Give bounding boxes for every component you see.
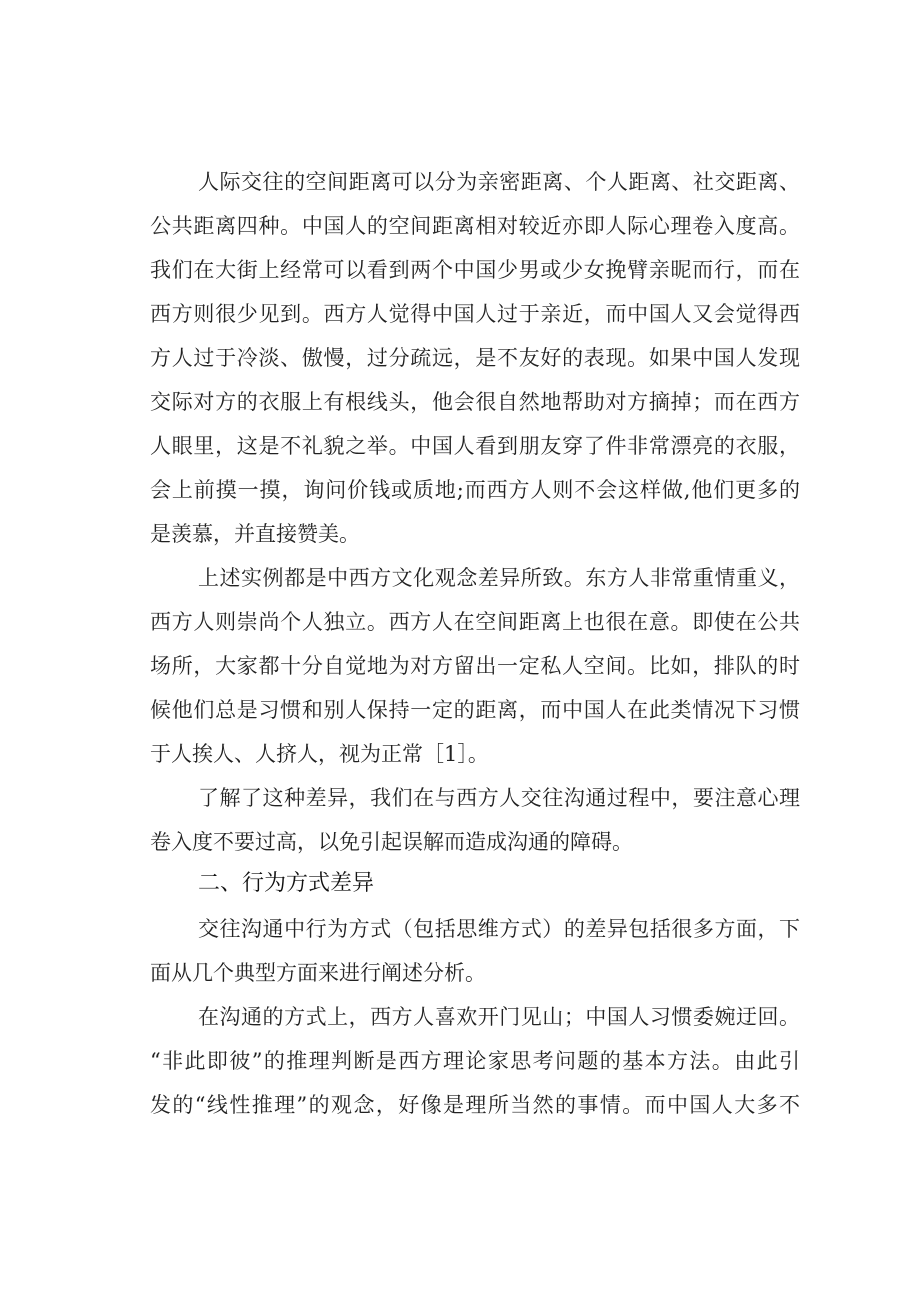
text-line: 人眼里，这是不礼貌之举。中国人看到朋友穿了件非常漂亮的衣服， (150, 434, 800, 458)
text-line: 了解了这种差异，我们在与西方人交往沟通过程中，要注意心理 (198, 786, 800, 810)
text-line: 方人过于冷淡、傲慢，过分疏远，是不友好的表现。如果中国人发现 (150, 346, 800, 370)
text-line: 西方则很少见到。西方人觉得中国人过于亲近，而中国人又会觉得西 (150, 302, 800, 326)
text-line: 交往沟通中行为方式（包括思维方式）的差异包括很多方面，下 (198, 917, 800, 941)
section-heading: 二、行为方式差异 (198, 871, 375, 896)
text-line: 我们在大街上经常可以看到两个中国少男或少女挽臂亲昵而行，而在 (150, 258, 800, 282)
text-line: 公共距离四种。中国人的空间距离相对较近亦即人际心理卷入度高。 (150, 214, 800, 238)
text-line: 上述实例都是中西方文化观念差异所致。东方人非常重情重义， (198, 566, 800, 590)
text-line: 会上前摸一摸，询问价钱或质地;而西方人则不会这样做,他们更多的 (150, 478, 800, 502)
text-line: 场所，大家都十分自觉地为对方留出一定私人空间。比如，排队的时 (150, 654, 800, 678)
text-line: 于人挨人、人挤人，视为正常［1］。 (150, 742, 489, 766)
text-line: 卷入度不要过高，以免引起误解而造成沟通的障碍。 (150, 830, 633, 854)
text-line: 在沟通的方式上，西方人喜欢开门见山；中国人习惯委婉迂回。 (198, 1005, 800, 1029)
text-line: 发的“线性推理”的观念，好像是理所当然的事情。而中国人大多不 (150, 1093, 800, 1117)
text-line: 人际交往的空间距离可以分为亲密距离、个人距离、社交距离、 (198, 170, 800, 194)
text-line: 交际对方的衣服上有根线头，他会很自然地帮助对方摘掉；而在西方 (150, 390, 800, 414)
text-line: 是羡慕，并直接赞美。 (150, 522, 360, 546)
text-line: 面从几个典型方面来进行阐述分析。 (150, 961, 486, 985)
text-line: “非此即彼”的推理判断是西方理论家思考问题的基本方法。由此引 (150, 1049, 800, 1073)
text-line: 西方人则崇尚个人独立。西方人在空间距离上也很在意。即使在公共 (150, 610, 800, 634)
text-line: 候他们总是习惯和别人保持一定的距离，而中国人在此类情况下习惯 (150, 698, 800, 722)
